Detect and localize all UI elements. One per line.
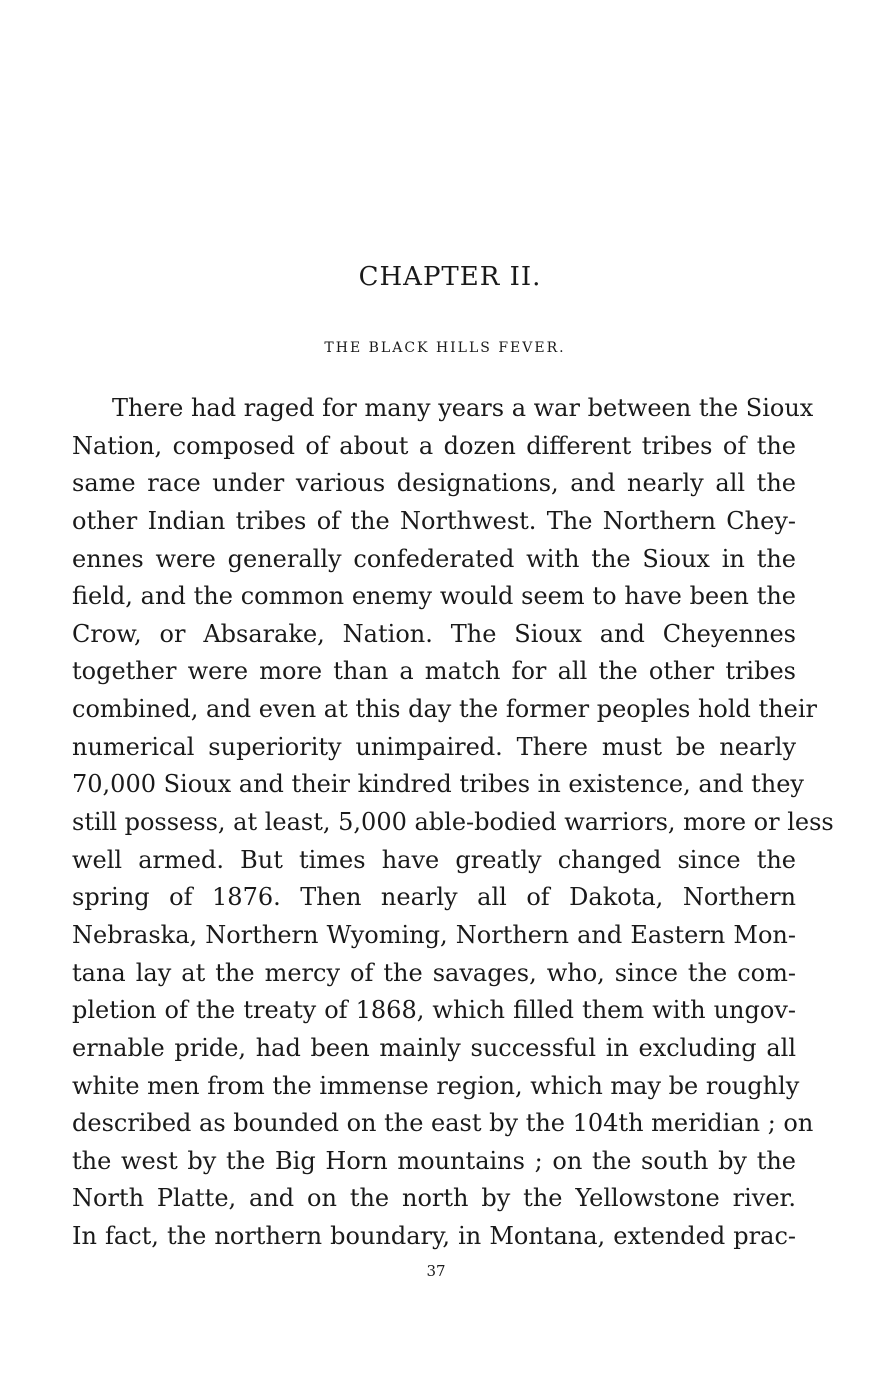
text-line: North Platte, and on the north by the Yellowstone river. xyxy=(72,1184,796,1213)
chapter-title: CHAPTER II. xyxy=(358,262,542,292)
text-line: Crow, or Absarake, Nation. The Sioux and Cheyennes xyxy=(72,619,796,648)
text-line: pletion of the treaty of 1868, which filled them with ungov- xyxy=(72,996,796,1025)
text-line: numerical superiority unimpaired. There must be nearly xyxy=(72,732,796,761)
text-line: In fact, the northern boundary, in Montana, extended prac- xyxy=(72,1222,796,1251)
text-line: ennes were generally confederated with the Sioux in the xyxy=(72,544,796,573)
text-line: tana lay at the mercy of the savages, who, since the com- xyxy=(72,958,796,987)
chapter-subtitle: THE BLACK HILLS FEVER. xyxy=(324,340,566,356)
text-line: still possess, at least, 5,000 able-bodied warriors, more or less xyxy=(72,808,834,837)
text-line: described as bounded on the east by the 104th meridian ; on xyxy=(72,1109,814,1138)
text-line: well armed. But times have greatly changed since the xyxy=(72,845,796,874)
text-line: Nebraska, Northern Wyoming, Northern and Eastern Mon- xyxy=(72,920,796,949)
text-line: combined, and even at this day the former peoples hold their xyxy=(72,695,817,724)
text-line: white men from the immense region, which may be roughly xyxy=(72,1071,800,1100)
body-paragraph xyxy=(72,390,834,1256)
text-line: same race under various designations, and nearly all the xyxy=(72,469,796,498)
text-line: field, and the common enemy would seem to have been the xyxy=(72,582,796,611)
text-line: other Indian tribes of the Northwest. The Northern Chey- xyxy=(72,506,796,535)
text-line: There had raged for many years a war between the Sioux xyxy=(112,394,814,422)
text-line: together were more than a match for all the other tribes xyxy=(72,657,796,686)
text-line: ernable pride, had been mainly successful in excluding all xyxy=(72,1033,796,1062)
text-line: 70,000 Sioux and their kindred tribes in existence, and they xyxy=(72,770,804,799)
text-line: Nation, composed of about a dozen different tribes of the xyxy=(72,431,796,460)
text-line: the west by the Big Horn mountains ; on the south by the xyxy=(72,1146,796,1175)
text-line: spring of 1876. Then nearly all of Dakota, Northern xyxy=(72,883,796,912)
page-number: 37 xyxy=(426,1262,446,1280)
